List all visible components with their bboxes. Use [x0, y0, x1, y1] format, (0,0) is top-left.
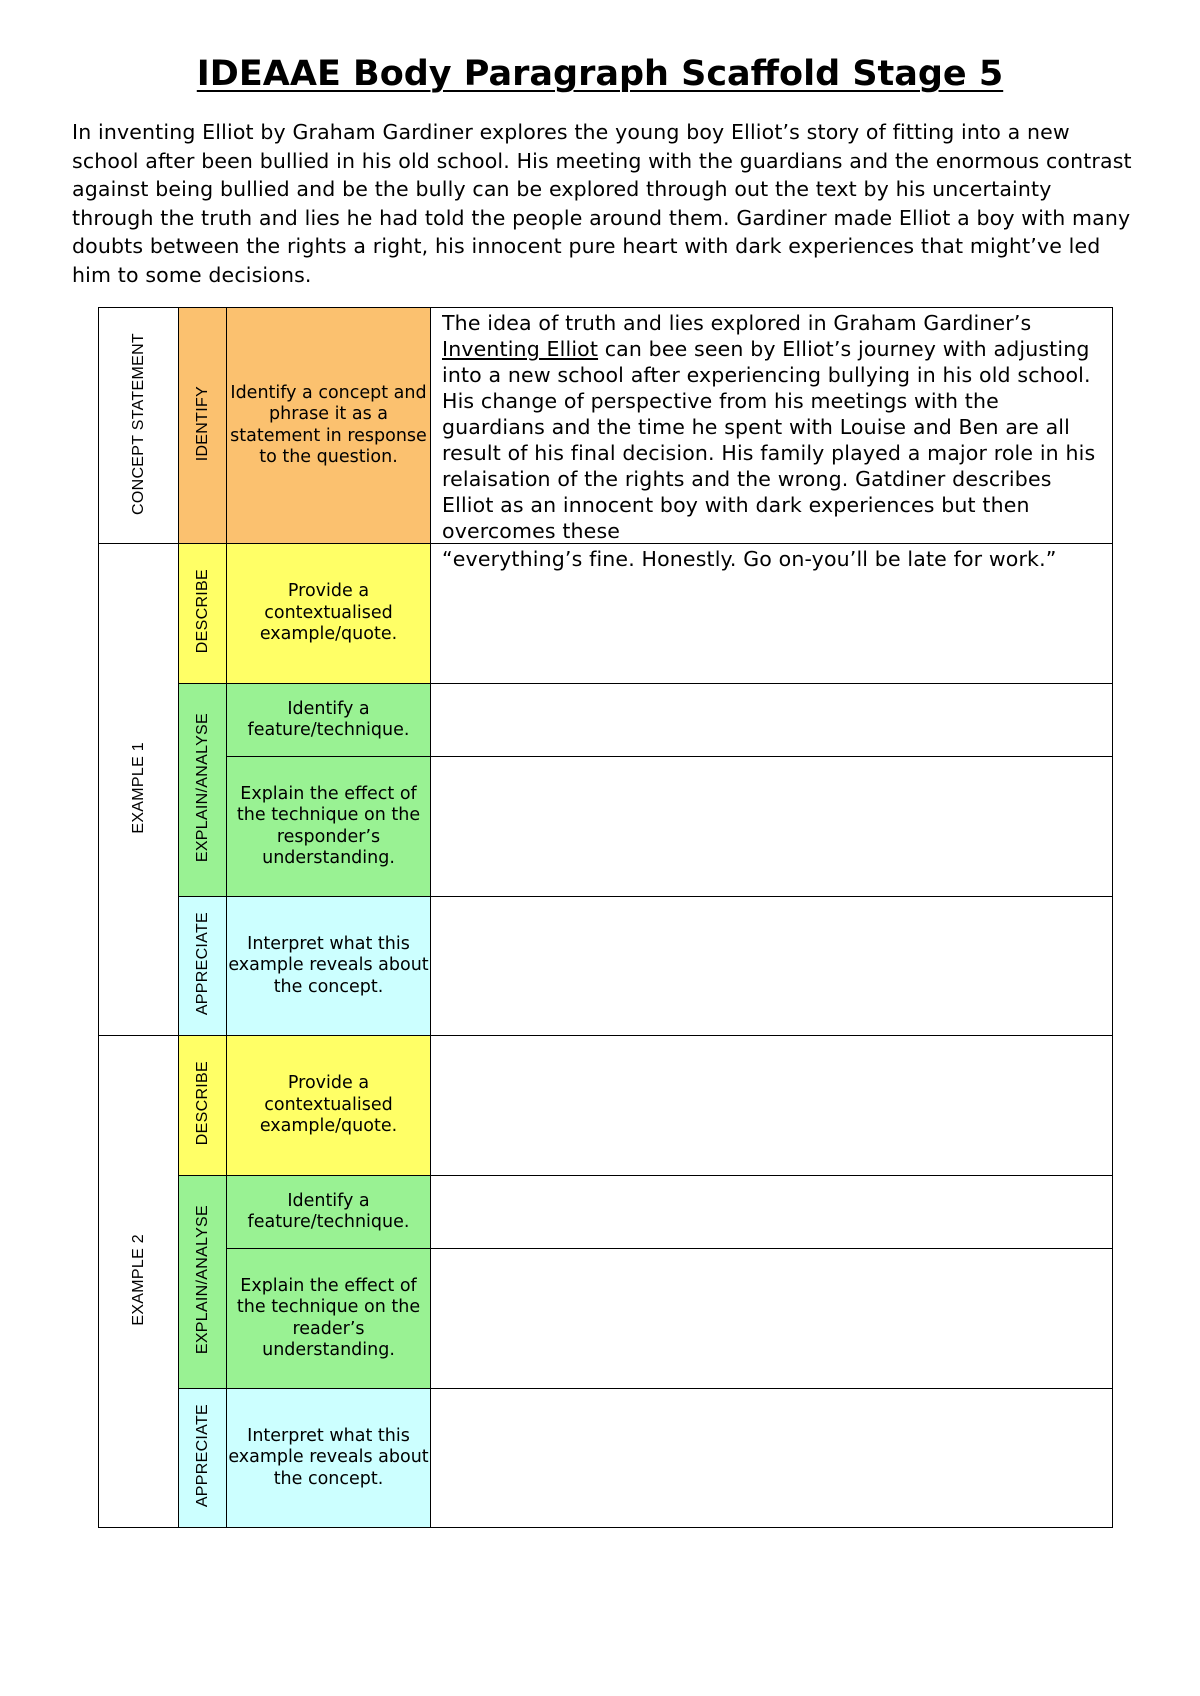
example2-describe-response[interactable] [431, 1036, 1113, 1176]
example2-appreciate-stage [179, 1389, 227, 1528]
example1-appreciate-prompt: Interpret what this example reveals about the concept. [227, 897, 431, 1036]
example1-appreciate-response[interactable] [431, 897, 1113, 1036]
example2-feature-response[interactable] [431, 1176, 1113, 1249]
intro-paragraph [72, 118, 1132, 290]
example2-group-label: EXAMPLE 2 [129, 1233, 147, 1326]
example1-explain-label: EXPLAIN/ANALYSE [193, 713, 211, 863]
example1-feature-response[interactable] [431, 684, 1113, 757]
concept-response-before: The idea of truth and lies explored in Graham Gardiner’s [442, 311, 1032, 335]
example1-describe-prompt: Provide a contextualised example/quote. [227, 544, 431, 684]
example1-appreciate-row [99, 897, 1113, 1036]
concept-response-after: can bee seen by Elliot’s journey with adjusting into a new school after experiencing bullying in his old school. His change of perspective from his meetings with the guardians and the time he spent with Louise and Ben are all result of his final decision. His family played a major role in his relaisation of the rights and the wrong. Gatdiner describes Elliot as an innocent boy with dark experiences but then overcomes these [442, 337, 1096, 542]
identify-prompt: Identify a concept and phrase it as a statement in response to the question. [227, 308, 431, 544]
example1-appreciate-label: APPRECIATE [193, 912, 211, 1016]
example2-describe-row [99, 1036, 1113, 1176]
example1-describe-row [99, 544, 1113, 684]
concept-response[interactable] [431, 308, 1113, 544]
example2-explain-stage [179, 1176, 227, 1389]
example2-effect-row [99, 1249, 1113, 1389]
example1-effect-prompt: Explain the effect of the technique on the responder’s understanding. [227, 757, 431, 897]
example2-appreciate-label: APPRECIATE [193, 1404, 211, 1508]
example2-appreciate-response[interactable] [431, 1389, 1113, 1528]
example1-explain-stage [179, 684, 227, 897]
example2-feature-row [99, 1176, 1113, 1249]
example2-appreciate-row [99, 1389, 1113, 1528]
example1-group-cell [99, 544, 179, 1036]
concept-row [99, 308, 1113, 544]
concept-group-label: CONCEPT STATEMENT [129, 332, 147, 515]
example2-describe-stage [179, 1036, 227, 1176]
example2-feature-prompt: Identify a feature/technique. [227, 1176, 431, 1249]
identify-stage-label: IDENTIFY [193, 385, 211, 462]
example1-appreciate-stage [179, 897, 227, 1036]
book-title: Inventing Elliot [442, 337, 599, 361]
example2-effect-prompt: Explain the effect of the technique on the reader’s understanding. [227, 1249, 431, 1389]
concept-group-cell [99, 308, 179, 544]
example2-describe-label: DESCRIBE [193, 1061, 211, 1146]
example2-explain-label: EXPLAIN/ANALYSE [193, 1205, 211, 1355]
concept-response-text [442, 310, 1102, 542]
example2-group-cell [99, 1036, 179, 1528]
example1-describe-label: DESCRIBE [193, 569, 211, 654]
example1-effect-response[interactable] [431, 757, 1113, 897]
example1-feature-prompt: Identify a feature/technique. [227, 684, 431, 757]
example2-describe-prompt: Provide a contextualised example/quote. [227, 1036, 431, 1176]
example2-appreciate-prompt: Interpret what this example reveals about the concept. [227, 1389, 431, 1528]
page-title: IDEAAE Body Paragraph Scaffold Stage 5 [196, 54, 1004, 94]
example1-describe-stage [179, 544, 227, 684]
example1-group-label: EXAMPLE 1 [129, 741, 147, 834]
intro-text: In inventing Elliot by Graham Gardiner explores the young boy Elliot’s story of fitting into a new school after been bullied in his old school. His meeting with the guardians and the enormous contrast against being bullied and be the bully can be explored through out the text by his uncertainty through the truth and lies he had told the people around them. Gardiner made Elliot a boy with many doubts between the rights a right, his innocent pure heart with dark experiences that might’ve led him to some decisions. [72, 120, 1132, 287]
example1-describe-response[interactable]: “everything’s fine. Honestly. Go on-you’ll be late for work.” [431, 544, 1113, 684]
example1-feature-row [99, 684, 1113, 757]
example2-effect-response[interactable] [431, 1249, 1113, 1389]
example1-effect-row [99, 757, 1113, 897]
identify-stage-cell [179, 308, 227, 544]
scaffold-table [98, 307, 1113, 1528]
